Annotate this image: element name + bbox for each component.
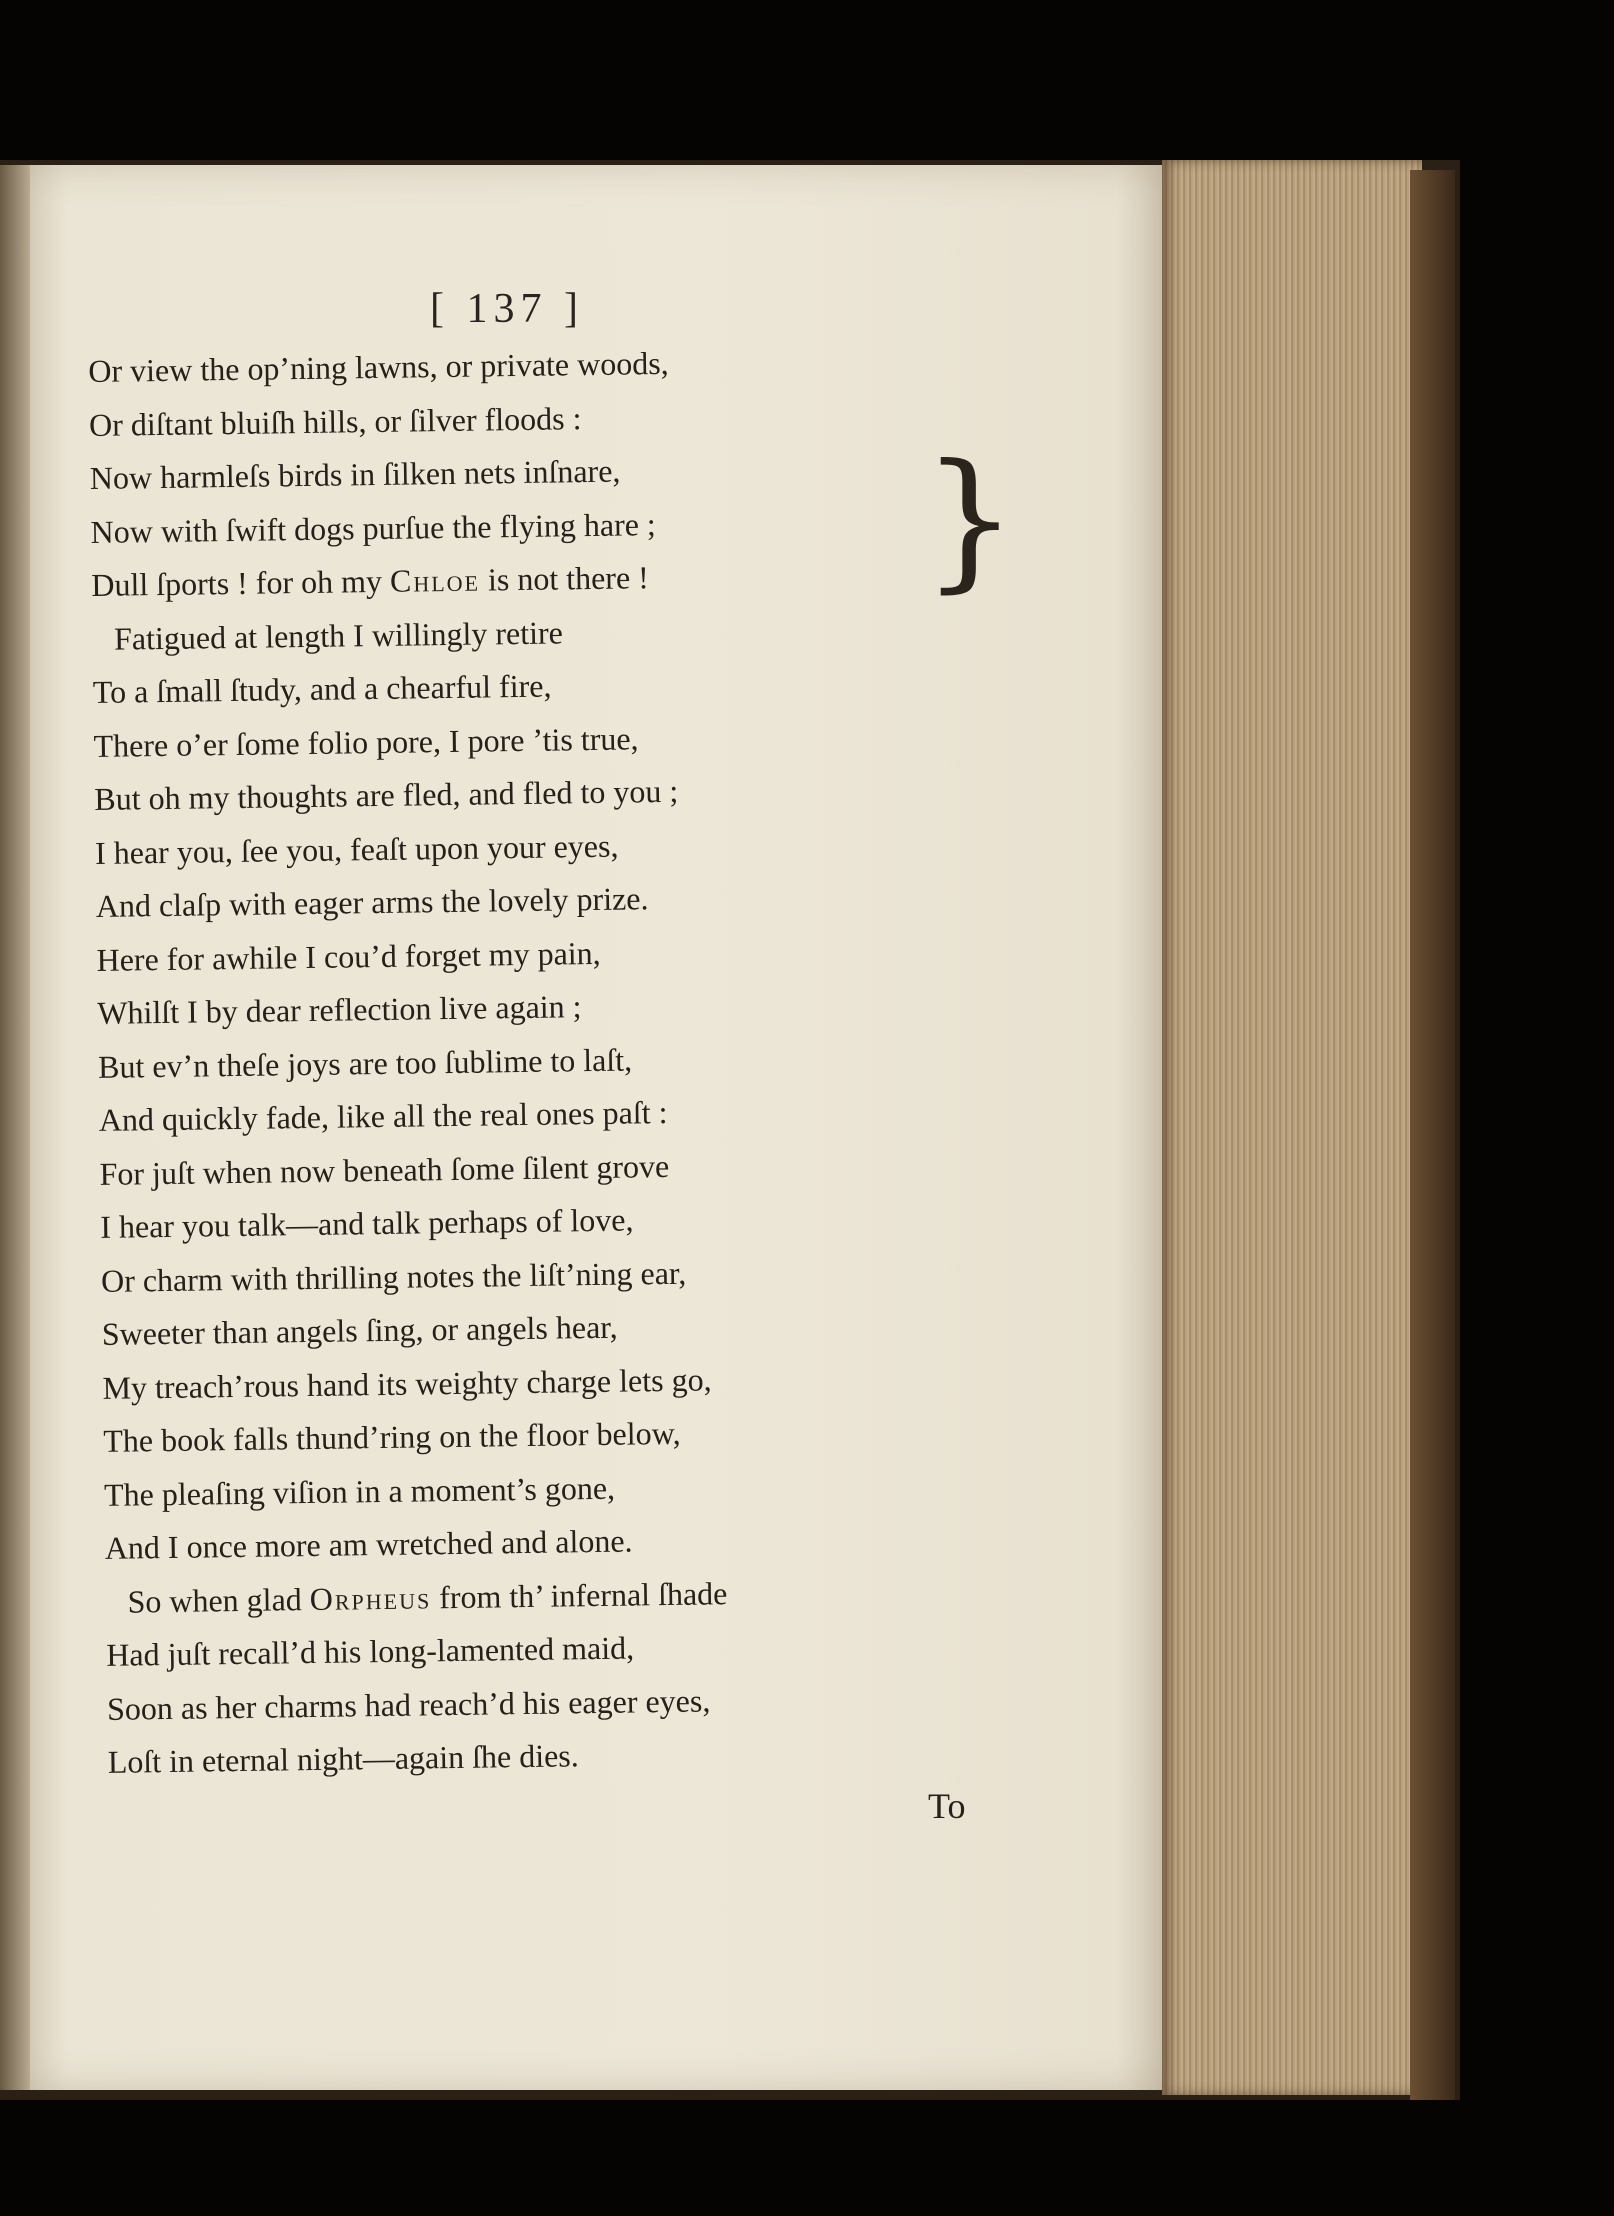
poem-line: I hear you, ſee you, feaſt upon your eyes, <box>94 827 619 871</box>
poem-line: To a ſmall ſtudy, and a chearful fire, <box>92 667 552 710</box>
poem-line: For juſt when now beneath ſome ſilent grove <box>99 1147 670 1192</box>
page-number: [ 137 ] <box>430 286 584 332</box>
poem-line: But ev’n theſe joys are too ſublime to laſt, <box>97 1040 633 1085</box>
poem-line-segment: So when glad <box>127 1580 310 1620</box>
page-fore-edge <box>1162 160 1422 2095</box>
poem-line: Fatigued at length I willingly retire <box>113 613 564 657</box>
poem-line: Soon as her charms had reach’d his eager eyes, <box>106 1681 711 1727</box>
poem-line: Sweeter than angels ſing, or angels hear, <box>101 1308 618 1352</box>
poem-line: But oh my thoughts are fled, and fled to you ; <box>94 772 679 817</box>
poem-line: The book falls thund’ring on the floor below, <box>103 1414 681 1459</box>
brace-ornament: } <box>922 433 1018 607</box>
poem-line: And claſp with eager arms the lovely prize. <box>95 880 649 924</box>
poem-line: My treach’rous hand its weighty charge lets go, <box>102 1360 712 1406</box>
catchword: To <box>928 1786 966 1826</box>
poem-line: Now harmleſs birds in ſilken nets inſnare, <box>89 452 621 496</box>
poem-line: Or diſtant bluiſh hills, or ſilver floods : <box>88 399 582 443</box>
poem-line-segment: is not there ! <box>479 559 650 598</box>
poem-line: And quickly fade, like all the real ones paſt : <box>98 1093 668 1138</box>
poem-name-chloe: Chloe <box>389 561 481 599</box>
poem-line: There o’er ſome folio pore, I pore ’tis true, <box>93 719 639 764</box>
poem-line: Whilſt I by dear reflection live again ; <box>97 988 582 1031</box>
poem-line: Or charm with thrilling notes the liſt’ning ear, <box>100 1254 687 1299</box>
poem-line: Here for awhile I cou’d forget my pain, <box>96 934 601 978</box>
poem-line: Now with ſwift dogs purſue the flying hare ; <box>90 505 657 550</box>
poem-line: Or view the op’ning lawns, or private woods, <box>88 344 669 389</box>
poem-name-orpheus: Orpheus <box>309 1578 432 1617</box>
cover-edge <box>1410 170 1455 2100</box>
poem-line-segment: Dull ſports ! for oh my <box>91 562 391 603</box>
poem-line: And I once more am wretched and alone. <box>104 1522 633 1566</box>
poem-line: I hear you talk—and talk perhaps of love, <box>100 1201 634 1245</box>
poem-line-segment: from th’ infernal ſhade <box>430 1574 728 1615</box>
poem-text <box>88 331 1088 1789</box>
page-gutter <box>0 165 30 2090</box>
poem-line: Had juſt recall’d his long-lamented maid, <box>106 1629 635 1673</box>
poem-line: Loſt in eternal night—again ſhe dies. <box>107 1737 579 1780</box>
poem-line: The pleaſing viſion in a moment’s gone, <box>103 1469 616 1513</box>
